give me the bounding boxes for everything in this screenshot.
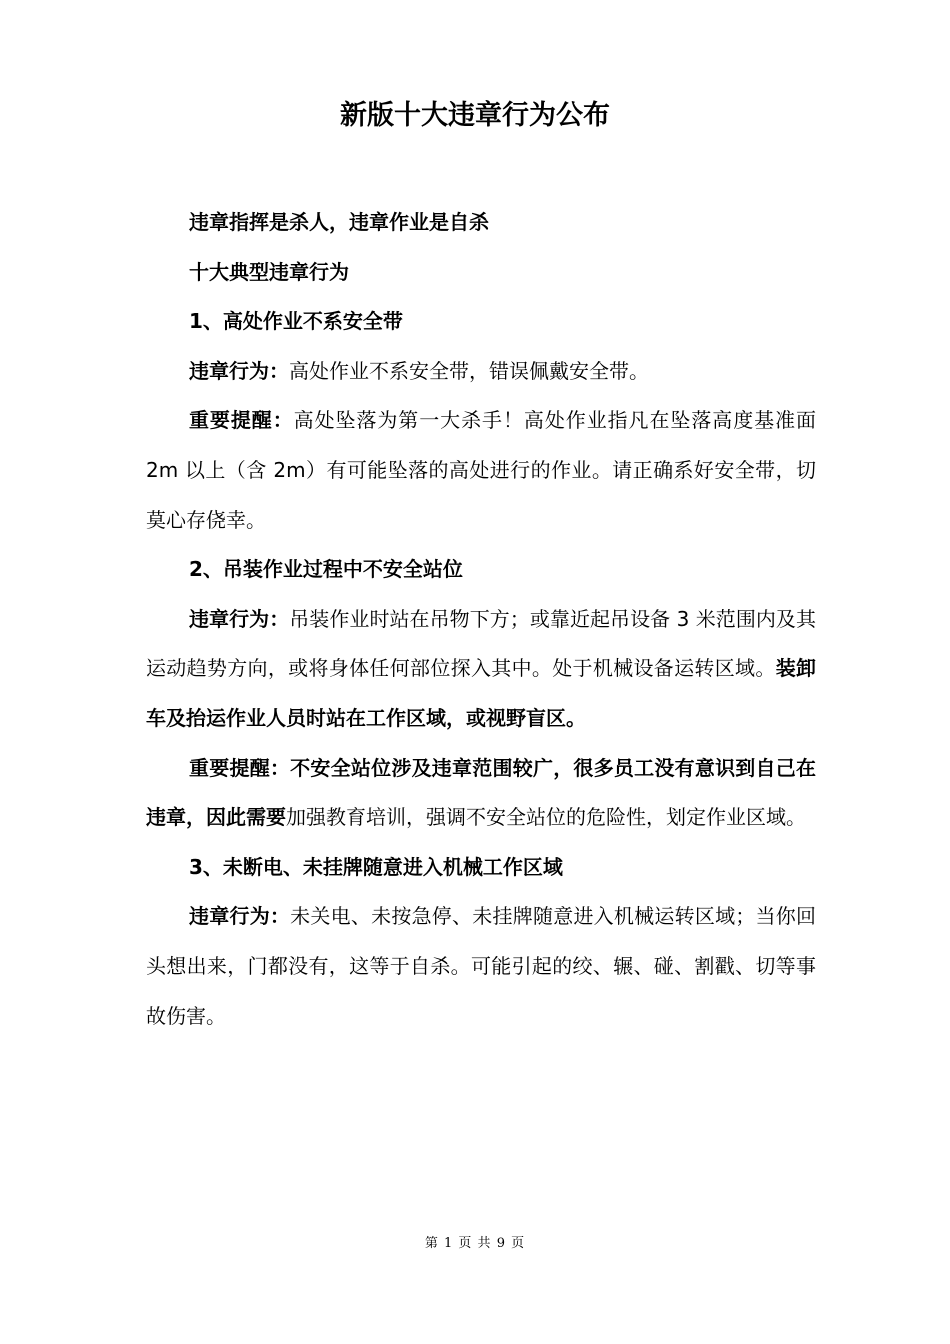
- item-1-heading: 1、高处作业不系安全带: [189, 309, 403, 334]
- violation-text: 吊装作业时站在吊物下方；或靠近起吊设备 3 米范围内及其运动趋势方向，或将身体任何部位探入其中。处于机械设备运转区域。: [146, 606, 816, 681]
- violation-text: 未关电、未按急停、未挂牌随意进入机械运转区域；当你回头想出来，门都没有，这等于自杀。可能引起的绞、辗、碰、割戳、切等事故伤害。: [146, 904, 817, 1028]
- item-3-violation: [146, 892, 816, 1041]
- item-2-heading: 2、吊装作业过程中不安全站位: [189, 557, 463, 582]
- reminder-bold-text: 重要提醒：不安全站位涉及违章范围较广，很多员工没有意识到自己在违章，因此需要: [146, 755, 816, 830]
- slogan: 违章指挥是杀人，违章作业是自杀: [189, 210, 489, 234]
- item-2-violation: [146, 595, 816, 744]
- document-title: 新版十大违章行为公布: [340, 100, 610, 131]
- violation-label: 违章行为：: [189, 358, 289, 383]
- violation-text: 高处作业不系安全带，错误佩戴安全带。: [289, 358, 649, 383]
- reminder-text: 加强教育培训，强调不安全站位的危险性，划定作业区域。: [286, 805, 806, 830]
- section-subtitle: 十大典型违章行为: [189, 259, 349, 284]
- reminder-text: 高处坠落为第一大杀手！高处作业指凡在坠落高度基准面 2m 以上（含 2m）有可能坠落的高处进行的作业。请正确系好安全带，切莫心存侥幸。: [146, 408, 817, 532]
- violation-label: 违章行为：: [189, 904, 291, 929]
- item-1-reminder: [146, 396, 816, 545]
- item-1-violation: [146, 347, 816, 397]
- violation-label: 违章行为：: [189, 606, 290, 631]
- reminder-label: 重要提醒：: [189, 408, 294, 433]
- item-2-reminder: [146, 744, 816, 843]
- document-body: [146, 198, 816, 1041]
- violation-bold-text: 装卸车及抬运作业人员时站在工作区域，或视野盲区。: [146, 656, 816, 730]
- page-footer: 第 1 页 共 9 页: [424, 1236, 526, 1251]
- item-3-heading: 3、未断电、未挂牌随意进入机械工作区域: [189, 854, 563, 879]
